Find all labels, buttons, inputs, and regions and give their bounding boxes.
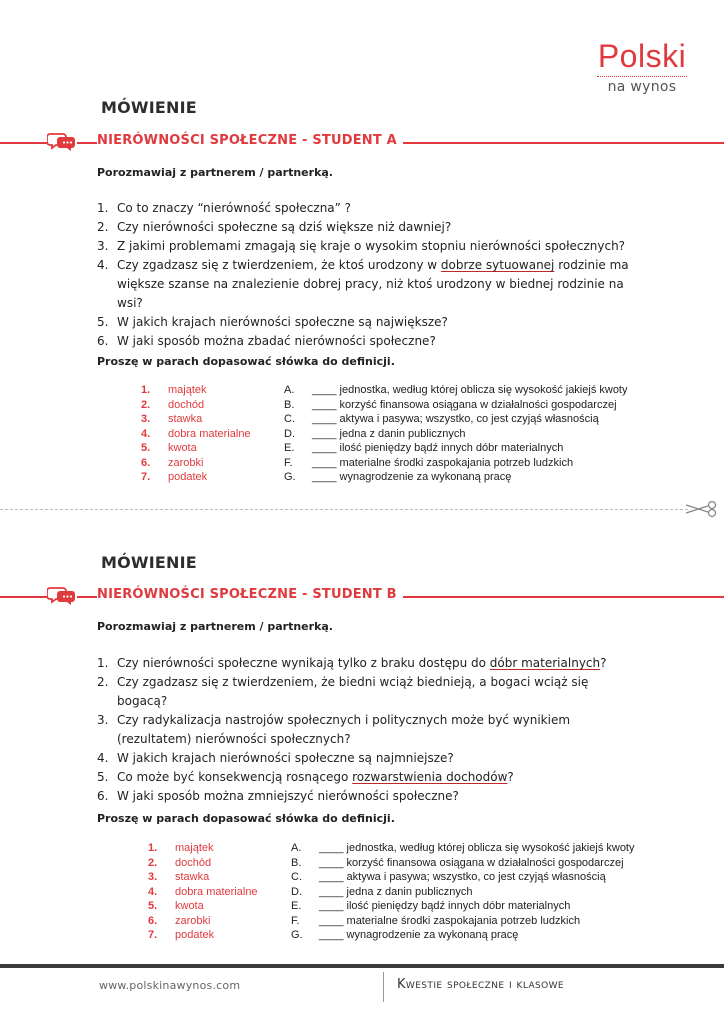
question-text: Czy zgadzasz się z twierdzeniem, że biedni wciąż biednieją, a bogaci wciąż się bogacą? [117, 675, 589, 708]
vocab-number: 6. [148, 914, 158, 927]
vocab-word: zarobki [175, 914, 211, 927]
definition-letter: B. [284, 398, 295, 411]
question-text: Co to znaczy “nierówność społeczna” ? [117, 201, 352, 215]
vocab-number: 5. [141, 442, 151, 454]
question-number: 2. [97, 675, 109, 689]
vocab-word: zarobki [168, 456, 204, 469]
vocab-number: 2. [141, 398, 151, 411]
question-item [97, 218, 637, 237]
vocab-number: 3. [148, 871, 158, 883]
section-b-heading: MÓWIENIE [101, 553, 197, 572]
definition-letter: F. [284, 456, 293, 469]
definition-letter: C. [284, 413, 295, 425]
definition-letter: A. [291, 842, 302, 854]
question-text: W jakich krajach nierówności społeczne są największe? [117, 315, 448, 329]
question-text: W jaki sposób można zbadać nierówności społeczne? [117, 334, 436, 348]
definition-letter: C. [291, 871, 302, 883]
vocab-number: 2. [148, 856, 158, 869]
definition-letter: E. [291, 900, 302, 912]
question-number: 5. [97, 770, 109, 784]
question-text: Czy radykalizacja nastrojów społecznych i politycznych może być wynikiem (rezultatem) nierówności społecznych? [117, 713, 571, 746]
question-item [97, 711, 637, 749]
vocab-row [141, 412, 621, 427]
definition-text: ____ jedna z danin publicznych [319, 885, 473, 898]
vocab-number: 3. [141, 413, 151, 425]
definition-letter: D. [291, 885, 302, 898]
vocab-number: 4. [148, 885, 158, 898]
vocab-number: 7. [148, 929, 158, 941]
definition-text: ____ korzyść finansowa osiągana w działalności gospodarczej [319, 856, 624, 869]
section-b-task-bar [0, 585, 724, 605]
definition-text: ____ materialne środki zaspokajania potrzeb ludzkich [319, 914, 581, 927]
vocab-row [148, 870, 628, 885]
question-number: 3. [97, 239, 109, 253]
definition-text: ____ wynagrodzenie za wykonaną pracę [319, 929, 519, 941]
vocab-number: 1. [141, 384, 151, 396]
question-item [97, 199, 637, 218]
vocab-word: majątek [175, 842, 214, 854]
section-a-task-title: NIERÓWNOŚCI SPOŁECZNE - STUDENT A [97, 133, 403, 148]
question-text-post: ? [600, 656, 607, 670]
vocab-word: podatek [175, 929, 215, 941]
definition-letter: D. [284, 427, 295, 440]
vocab-row [141, 398, 621, 413]
question-number: 5. [97, 315, 109, 329]
question-number: 2. [97, 220, 109, 234]
question-number: 1. [97, 656, 109, 670]
section-b-vocab-table [148, 841, 635, 943]
question-number: 1. [97, 201, 109, 215]
footer-title: Kwestie społeczne i klasowe [397, 977, 565, 992]
vocab-number: 5. [148, 900, 158, 912]
vocab-link-dobr-materialnych[interactable]: dóbr materialnych [489, 656, 601, 670]
definition-text: ____ jednostka, według której oblicza się wysokość jakiejś kwoty [312, 384, 628, 396]
vocab-row [148, 841, 635, 856]
vocab-word: stawka [175, 871, 210, 883]
vocab-row [141, 456, 621, 471]
definition-letter: E. [284, 442, 295, 454]
question-text: W jaki sposób można zmniejszyć nierówności społeczne? [117, 789, 459, 803]
section-b-vocab-instruction: Proszę w parach dopasować słówka do definicji. [97, 812, 395, 825]
vocab-word: majątek [168, 384, 207, 396]
definition-letter: A. [284, 384, 295, 396]
footer-bar [0, 964, 724, 968]
section-a-vocab-table [141, 383, 628, 485]
vocab-row [141, 441, 621, 456]
definition-text: ____ aktywa i pasywa; wszystko, co jest czyjąś własnością [312, 413, 599, 425]
vocab-word: stawka [168, 413, 203, 425]
vocab-link-rozwarstwienia-dochodow[interactable]: rozwarstwienia dochodów [352, 770, 508, 784]
speech-bubbles-icon [47, 585, 77, 605]
definition-text: ____ ilość pieniędzy bądź innych dóbr materialnych [319, 900, 571, 912]
brand-logo [592, 40, 692, 95]
vocab-number: 6. [141, 456, 151, 469]
vocab-row [148, 914, 628, 929]
section-a-vocab-instruction: Proszę w parach dopasować słówka do definicji. [97, 355, 395, 368]
vocab-word: kwota [168, 442, 197, 454]
question-number: 4. [97, 751, 109, 765]
question-number: 6. [97, 789, 109, 803]
vocab-word: podatek [168, 471, 208, 483]
question-item [97, 332, 637, 351]
definition-letter: G. [291, 929, 303, 941]
definition-letter: F. [291, 914, 300, 927]
logo-divider [597, 76, 687, 77]
cut-line [0, 509, 688, 510]
question-text: W jakich krajach nierówności społeczne są najmniejsze? [117, 751, 454, 765]
question-item [97, 654, 637, 673]
question-item [97, 749, 637, 768]
logo-tagline: na wynos [607, 79, 677, 95]
vocab-row [148, 899, 628, 914]
question-number: 3. [97, 713, 109, 727]
vocab-row [148, 928, 628, 943]
question-text: Czy nierówności społeczne są dziś większe niż dawniej? [117, 220, 452, 234]
question-text-pre: Czy zgadzasz się z twierdzeniem, że ktoś urodzony w [117, 258, 441, 272]
vocab-row [148, 856, 628, 871]
question-number: 4. [97, 258, 109, 272]
vocab-number: 4. [141, 427, 151, 440]
vocab-number: 1. [148, 842, 158, 854]
definition-text: ____ ilość pieniędzy bądź innych dóbr materialnych [312, 442, 564, 454]
footer-title-box [383, 972, 724, 1002]
vocab-row [141, 470, 621, 485]
definition-text: ____ materialne środki zaspokajania potrzeb ludzkich [312, 456, 574, 469]
definition-text: ____ wynagrodzenie za wykonaną pracę [312, 471, 512, 483]
question-item [97, 673, 637, 711]
section-b-questions [97, 654, 637, 806]
vocab-number: 7. [141, 471, 151, 483]
question-number: 6. [97, 334, 109, 348]
vocab-row [141, 427, 621, 442]
question-item [97, 256, 637, 313]
vocab-link-dobrze-sytuowanej[interactable]: dobrze sytuowanej [440, 258, 555, 272]
question-text-post: rodzinie ma większe szanse na znalezienie dobrej pracy, niż ktoś urodzony w biednej rodzinie na wsi? [117, 258, 629, 310]
question-text-post: ? [507, 770, 514, 784]
vocab-word: dochód [175, 856, 212, 869]
question-item [97, 787, 637, 806]
question-text-pre: Czy nierówności społeczne wynikają tylko z braku dostępu do [117, 656, 490, 670]
footer-website-link[interactable]: www.polskinawynos.com [99, 979, 241, 992]
vocab-row [141, 383, 628, 398]
vocab-word: kwota [175, 900, 204, 912]
speech-bubbles-icon [47, 131, 77, 151]
definition-letter: G. [284, 471, 296, 483]
definition-text: ____ jednostka, według której oblicza się wysokość jakiejś kwoty [319, 842, 635, 854]
section-a-questions [97, 199, 637, 351]
vocab-word: dochód [168, 398, 205, 411]
question-text: Z jakimi problemami zmagają się kraje o wysokim stopniu nierówności społecznych? [117, 239, 626, 253]
definition-text: ____ jedna z danin publicznych [312, 427, 466, 440]
vocab-word: dobra materialne [168, 427, 251, 440]
question-text-pre: Co może być konsekwencją rosnącego [117, 770, 353, 784]
definition-text: ____ korzyść finansowa osiągana w działalności gospodarczej [312, 398, 617, 411]
vocab-word: dobra materialne [175, 885, 258, 898]
logo-wordmark: Polski [597, 38, 687, 74]
section-a-heading: MÓWIENIE [101, 98, 197, 117]
question-item [97, 313, 637, 332]
question-item [97, 237, 637, 256]
vocab-row [148, 885, 628, 900]
definition-text: ____ aktywa i pasywa; wszystko, co jest czyjąś własnością [319, 871, 606, 883]
section-a-instruction: Porozmawiaj z partnerem / partnerką. [97, 166, 333, 179]
definition-letter: B. [291, 856, 302, 869]
scissors-icon [684, 500, 720, 518]
section-b-instruction: Porozmawiaj z partnerem / partnerką. [97, 620, 333, 633]
section-b-task-title: NIERÓWNOŚCI SPOŁECZNE - STUDENT B [97, 587, 403, 602]
section-a-task-bar [0, 131, 724, 151]
question-item [97, 768, 637, 787]
